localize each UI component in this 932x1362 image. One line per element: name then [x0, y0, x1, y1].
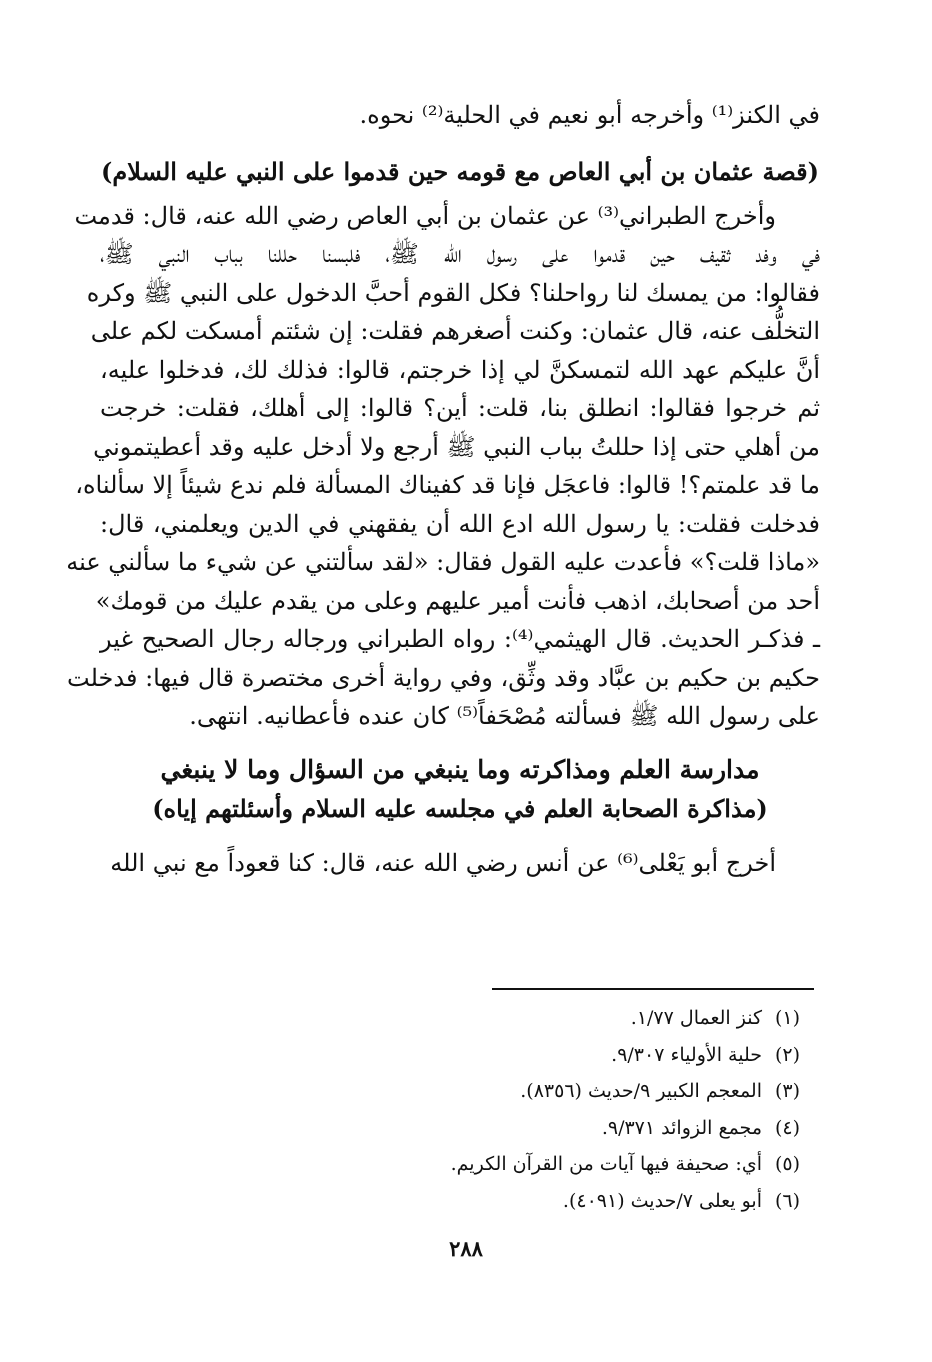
- subchapter-heading: (مذاكرة الصحابة العلم في مجلسه عليه السلام وأسئلتهم إياه): [152, 793, 768, 823]
- story-line: ـ فذكـر الحديث. قال الهيثمي⁽⁴⁾: رواه الطبراني ورجاله رجال الصحيح غير: [100, 625, 820, 653]
- footnote-text: مجمع الزوائد ٩/٣٧١.: [601, 1116, 762, 1139]
- footnote-text: أي: صحيفة فيها آيات من القرآن الكريم.: [450, 1153, 762, 1175]
- story-line: أحد من أصحابك، اذهب فأنت أمير عليهم وعلى من يقدم عليك من قومك»: [95, 586, 820, 615]
- footnote-item: [280, 1110, 800, 1147]
- footnotes: [280, 1000, 800, 1219]
- story-line: من أهلي حتى إذا حللتُ بباب النبي ﷺ أرجع ولا أدخل عليه وقد أعطيتموني: [93, 432, 820, 461]
- footnote-number: (٤): [774, 1116, 800, 1139]
- next-paragraph-line: أخرج أبو يَعْلى⁽⁶⁾ عن أنس رضي الله عنه، قال: كنا قعوداً مع نبي الله: [110, 848, 776, 877]
- footnote-text: كنز العمال ١/٧٧.: [630, 1007, 762, 1029]
- footnote-number: (٥): [774, 1153, 800, 1175]
- footnote-number: (٦): [774, 1189, 800, 1212]
- footnote-text: المعجم الكبير ٩/حديث (٨٣٥٦).: [520, 1080, 762, 1102]
- story-line: في وفد ثقيف حين قدموا على رسول الله ﷺ، فلبسنا حللنا بباب النبي ﷺ،: [100, 240, 820, 268]
- story-line: فدخلت فقلت: يا رسول الله ادع الله أن يفقهني في الدين ويعلمني، قال:: [100, 509, 820, 538]
- story-line: ثم خرجوا فقالوا: انطلق بنا، قلت: أين؟ قالوا: إلى أهلك، فقلت: خرجت: [100, 394, 820, 422]
- story-line: التخلُّف عنه، قال عثمان: وكنت أصغرهم فقلت: إن شئتم أمسكت لكم على: [90, 317, 820, 345]
- page-number: ٢٨٨: [449, 1236, 483, 1261]
- footnote-item: [280, 1000, 800, 1037]
- footnote-item: [280, 1037, 800, 1074]
- footnote-item: [280, 1183, 800, 1220]
- story-line: وأخرج الطبراني⁽³⁾ عن عثمان بن أبي العاص رضي الله عنه، قال: قدمت: [74, 201, 776, 230]
- footnote-item: [280, 1073, 800, 1110]
- footnote-text: حلية الأولياء ٩/٣٠٧.: [611, 1043, 762, 1066]
- story-line: حكيم بن حكيم بن عبَّاد وقد وثِّق، وفي رواية أخرى مختصرة قال فيها: فدخلت: [67, 663, 820, 692]
- footnote-number: (٢): [774, 1043, 800, 1066]
- chapter-heading: مدارسة العلم ومذاكرته وما ينبغي من السؤال وما لا ينبغي: [160, 754, 760, 784]
- footnote-item: [280, 1146, 800, 1183]
- continuation-line: في الكنز⁽¹⁾ وأخرجه أبو نعيم في الحلية⁽²⁾ نحوه.: [359, 101, 820, 129]
- footnote-text: أبو يعلى ٧/حديث (٤٠٩١).: [562, 1189, 762, 1212]
- footnote-number: (١): [774, 1007, 800, 1029]
- story-line: فقالوا: من يمسك لنا رواحلنا؟ فكل القوم أحبَّ الدخول على النبي ﷺ وكره: [86, 278, 820, 307]
- story-line: على رسول الله ﷺ فسألته مُصْحَفاً⁽⁵⁾ كان عنده فأعطانيه. انتهى.: [189, 702, 820, 730]
- story-paragraph: [66, 197, 820, 736]
- story-line: ما قد علمتم؟! قالوا: فاعجَل فإنا قد كفيناك المسألة فلم ندع شيئاً إلا سألناه،: [75, 471, 820, 499]
- story-heading: (قصة عثمان بن أبي العاص مع قومه حين قدموا على النبي عليه السلام): [101, 156, 819, 186]
- page-body: [66, 96, 820, 882]
- footnote-number: (٣): [774, 1080, 800, 1102]
- footnote-separator: [492, 988, 814, 990]
- story-line: أنَّ عليكم عهد الله لتمسكنَّ لي إذا خرجتم، قالوا: فذلك لك، فدخلوا عليه،: [100, 355, 820, 384]
- story-line: «ماذا قلت؟» فأعدت عليه القول فقال: «لقد سألتني عن شيء ما سألني عنه: [66, 548, 820, 576]
